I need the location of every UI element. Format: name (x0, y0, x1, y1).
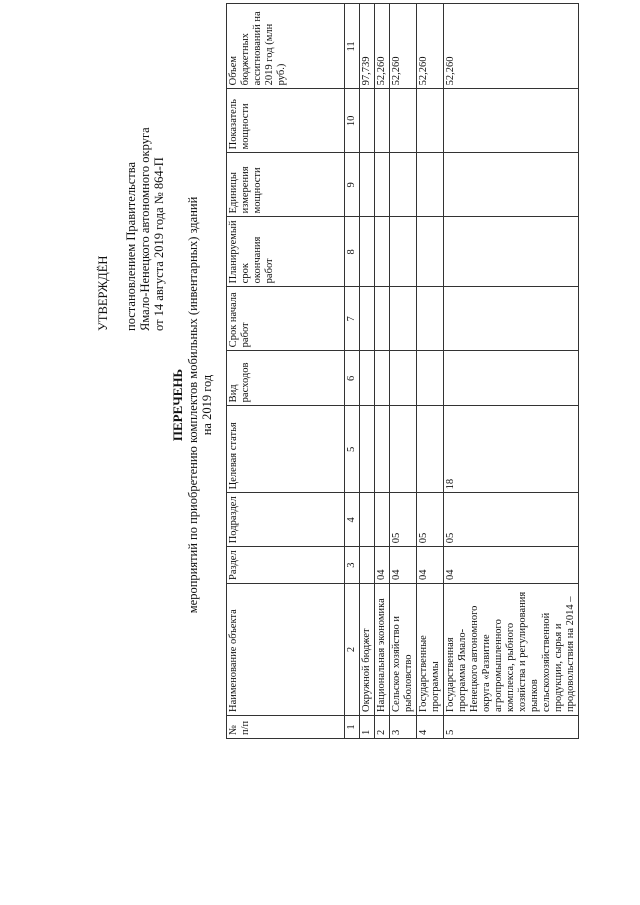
row-section: 04 (390, 547, 417, 584)
row-expense-type (417, 351, 444, 406)
row-power (444, 89, 579, 153)
row-name: Государственная программа Ямало-Ненецкого автономного округа «Развитие агропромышленного комплекса, рыбного хозяйства и регулирования рынков сельскохозяйственной продукции, сырья и продовольствия на 2014 – (444, 584, 579, 716)
row-power (375, 89, 390, 153)
column-number: 1 (345, 716, 360, 739)
document-title (170, 45, 214, 765)
row-expense-type (390, 351, 417, 406)
column-number: 3 (345, 547, 360, 584)
row-subsection: 05 (390, 493, 417, 547)
row-section (360, 547, 375, 584)
row-unit (360, 153, 375, 217)
title-year: на 2019 год (200, 374, 214, 436)
title-heading: ПЕРЕЧЕНЬ (170, 368, 185, 442)
column-number: 2 (345, 584, 360, 716)
table-row (360, 4, 375, 739)
row-subsection: 05 (444, 493, 579, 547)
row-target-article: 18 (444, 406, 579, 493)
row-end (360, 217, 375, 287)
column-number: 4 (345, 493, 360, 547)
row-start (390, 287, 417, 351)
row-name: Государственные программы (417, 584, 444, 716)
row-expense-type (360, 351, 375, 406)
col-header-expense-type: Вид расходов (227, 351, 345, 406)
column-number: 7 (345, 287, 360, 351)
column-number: 8 (345, 217, 360, 287)
row-expense-type (444, 351, 579, 406)
table-row (417, 4, 444, 739)
row-amount: 97,739 (360, 4, 375, 89)
col-header-end: Планируемый срок окончания работ (227, 217, 345, 287)
table-header-row (227, 4, 345, 739)
row-expense-type (375, 351, 390, 406)
column-number: 10 (345, 89, 360, 153)
col-header-number: № п/п (227, 716, 345, 739)
table-row (375, 4, 390, 739)
title-subtitle: мероприятий по приобретению комплектов мобильных (инвентарных) зданий (186, 196, 200, 614)
row-unit (417, 153, 444, 217)
column-number: 9 (345, 153, 360, 217)
table-row (390, 4, 417, 739)
col-header-subsection: Подраздел (227, 493, 345, 547)
measures-table (226, 3, 579, 739)
row-end (444, 217, 579, 287)
row-start (360, 287, 375, 351)
col-header-target-article: Целевая статья (227, 406, 345, 493)
row-number: 4 (417, 716, 444, 739)
row-end (375, 217, 390, 287)
row-target-article (360, 406, 375, 493)
row-start (417, 287, 444, 351)
row-name: Национальная экономика (375, 584, 390, 716)
approval-line: Ямало-Ненецкого автономного округа (138, 127, 152, 331)
row-power (417, 89, 444, 153)
row-target-article (390, 406, 417, 493)
row-amount: 52,260 (417, 4, 444, 89)
approval-line: от 14 августа 2019 года № 864-П (152, 157, 166, 331)
row-start (375, 287, 390, 351)
row-unit (444, 153, 579, 217)
row-target-article (375, 406, 390, 493)
row-subsection: 05 (417, 493, 444, 547)
row-number: 1 (360, 716, 375, 739)
column-number: 5 (345, 406, 360, 493)
row-name: Сельское хозяйство и рыболовство (390, 584, 417, 716)
row-section: 04 (444, 547, 579, 584)
column-number: 6 (345, 351, 360, 406)
approval-line: постановлением Правительства (124, 161, 138, 331)
col-header-power: Показатель мощности (227, 89, 345, 153)
column-number-row (345, 4, 360, 739)
approval-block (96, 31, 166, 331)
row-power (390, 89, 417, 153)
col-header-start: Срок начала работ (227, 287, 345, 351)
row-end (390, 217, 417, 287)
row-target-article (417, 406, 444, 493)
row-amount: 52,260 (390, 4, 417, 89)
row-section: 04 (375, 547, 390, 584)
row-amount: 52,260 (444, 4, 579, 89)
row-name: Окружной бюджет (360, 584, 375, 716)
row-section: 04 (417, 547, 444, 584)
row-end (417, 217, 444, 287)
row-start (444, 287, 579, 351)
col-header-amount: Объем бюджетных ассигнований на 2019 год (млн руб.) (227, 4, 345, 89)
row-unit (375, 153, 390, 217)
column-number: 11 (345, 4, 360, 89)
col-header-unit: Единицы измерения мощности (227, 153, 345, 217)
row-subsection (375, 493, 390, 547)
row-subsection (360, 493, 375, 547)
col-header-section: Раздел (227, 547, 345, 584)
table-row (444, 4, 579, 739)
row-number: 5 (444, 716, 579, 739)
row-amount: 52,260 (375, 4, 390, 89)
row-unit (390, 153, 417, 217)
row-power (360, 89, 375, 153)
row-number: 2 (375, 716, 390, 739)
table-container (226, 3, 579, 739)
approval-heading: УТВЕРЖДЁН (96, 255, 110, 331)
row-number: 3 (390, 716, 417, 739)
col-header-name: Наименование объекта (227, 584, 345, 716)
